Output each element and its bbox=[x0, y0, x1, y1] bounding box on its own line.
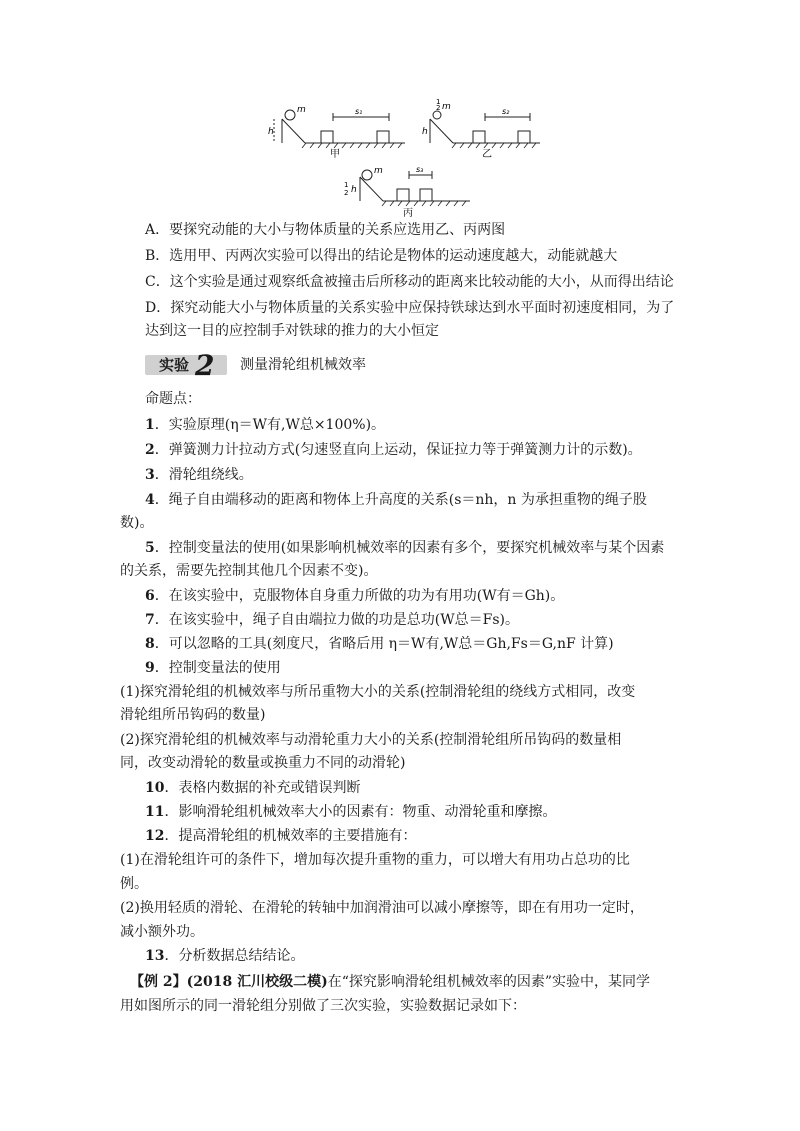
label-h-jia: h bbox=[268, 127, 274, 137]
point-11 bbox=[145, 802, 556, 823]
point-5 bbox=[145, 538, 664, 559]
point-12 bbox=[145, 826, 416, 847]
point-5-text: ．控制变量法的使用(如果影响机械效率的因素有多个，要探究机械效率与某个因素 bbox=[154, 540, 665, 556]
point-3-number: 3 bbox=[145, 467, 155, 483]
point-4-number: 4 bbox=[145, 492, 155, 508]
point-4-text: ．绳子自由端移动的距离和物体上升高度的关系(s＝nh，n 为承担重物的绳子股 bbox=[154, 492, 647, 508]
point-12-text: ．提高滑轮组的机械效率的主要措施有： bbox=[164, 828, 417, 844]
point-9-2: (2)探究滑轮组的机械效率与动滑轮重力大小的关系(控制滑轮组所吊钩码的数量相 bbox=[120, 732, 622, 748]
point-8-text: ．可以忽略的工具(刻度尺，省略后用 η＝W有,W总＝Gh,Fs＝G,nF 计算) bbox=[154, 636, 614, 652]
example-line1: 在“探究影响滑轮组机械效率的因素”实验中，某同学 bbox=[327, 974, 651, 990]
section-badge bbox=[145, 349, 227, 382]
label-m-bing: m bbox=[374, 166, 383, 176]
option-a: A．要探究动能的大小与物体质量的关系应选用乙、丙两图 bbox=[145, 222, 506, 238]
option-c: C．这个实验是通过观察纸盒被撞击后所移动的距离来比较动能的大小，从而得出结论 bbox=[145, 274, 674, 290]
caption-yi: 乙 bbox=[482, 149, 492, 160]
point-2-number: 2 bbox=[145, 442, 155, 458]
point-9-2-cont: 同，改变动滑轮的数量或换重力不同的动滑轮) bbox=[120, 755, 406, 771]
point-5-number: 5 bbox=[145, 540, 155, 556]
point-12-2: (2)换用轻质的滑轮、在滑轮的转轴中加润滑油可以减小摩擦等，即在有用功一定时， bbox=[120, 900, 644, 916]
point-4-cont: 数)。 bbox=[120, 515, 154, 531]
point-1 bbox=[145, 415, 385, 436]
point-2 bbox=[145, 440, 642, 461]
point-9-number: 9 bbox=[145, 660, 155, 676]
caption-bing: 丙 bbox=[403, 208, 413, 219]
point-10-text: ．表格内数据的补充或错误判断 bbox=[164, 780, 361, 796]
point-12-1: (1)在滑轮组许可的条件下，增加每次提升重物的重力，可以增大有用功占总功的比 bbox=[120, 852, 630, 868]
point-4 bbox=[145, 490, 647, 511]
figure-yi bbox=[430, 111, 540, 148]
point-8-number: 8 bbox=[145, 636, 155, 652]
point-1-text: ．实验原理(η＝W有,W总×100%)。 bbox=[154, 417, 386, 433]
point-9-1: (1)探究滑轮组的机械效率与所吊重物大小的关系(控制滑轮组的绕线方式相同，改变 bbox=[120, 684, 636, 700]
label-s2: s₂ bbox=[502, 107, 510, 116]
point-9 bbox=[145, 658, 281, 679]
point-13 bbox=[145, 946, 304, 967]
caption-jia: 甲 bbox=[330, 149, 340, 160]
point-1-number: 1 bbox=[145, 417, 155, 433]
point-7-number: 7 bbox=[145, 612, 155, 628]
section-banner bbox=[145, 349, 235, 382]
label-half-den-bing: 2 bbox=[344, 189, 349, 197]
label-s3: s₃ bbox=[416, 165, 424, 174]
point-9-text: ．控制变量法的使用 bbox=[154, 660, 281, 676]
experiment-figure bbox=[260, 95, 540, 220]
point-11-text: ．影响滑轮组机械效率大小的因素有：物重、动滑轮重和摩擦。 bbox=[164, 804, 557, 820]
point-6-text: ．在该实验中，克服物体自身重力所做的功为有用功(W有＝Gh)。 bbox=[154, 588, 565, 604]
figure-jia bbox=[274, 110, 405, 148]
point-12-1-cont: 例。 bbox=[120, 876, 148, 892]
label-m-yi: m bbox=[442, 102, 451, 112]
label-s1: s₁ bbox=[355, 107, 363, 116]
option-b: B．选用甲、丙两次实验可以得出的结论是物体的运动速度越大，动能就越大 bbox=[145, 248, 618, 264]
label-m-jia: m bbox=[297, 105, 306, 115]
point-6 bbox=[145, 586, 564, 607]
points-heading: 命题点： bbox=[145, 391, 201, 407]
label-half-num-yi: 1 bbox=[436, 98, 441, 106]
section-badge-text: 实验 bbox=[159, 356, 190, 374]
point-10-number: 10 bbox=[145, 780, 165, 796]
point-12-number: 12 bbox=[145, 828, 165, 844]
point-7-text: ．在该实验中，绳子自由端拉力做的功是总功(W总＝Fs)。 bbox=[154, 612, 519, 628]
point-8 bbox=[145, 634, 614, 655]
example-line2: 用如图所示的同一滑轮组分别做了三次实验，实验数据记录如下： bbox=[120, 998, 526, 1014]
point-10 bbox=[145, 778, 360, 799]
point-9-1-cont: 滑轮组所吊钩码的数量) bbox=[120, 707, 266, 723]
point-12-2-cont: 减小额外功。 bbox=[120, 924, 204, 940]
option-d-line2: 达到这一目的应控制手对铁球的推力的大小恒定 bbox=[145, 323, 439, 339]
label-half-den-yi: 2 bbox=[436, 104, 441, 112]
label-half-num-bing: 1 bbox=[344, 181, 349, 189]
point-11-number: 11 bbox=[145, 804, 165, 820]
example-2 bbox=[130, 972, 650, 993]
section-badge-number: 2 bbox=[195, 349, 215, 382]
point-7 bbox=[145, 610, 519, 631]
example-label: 【例 2】 bbox=[130, 974, 187, 990]
section-title: 测量滑轮组机械效率 bbox=[240, 357, 366, 373]
point-6-number: 6 bbox=[145, 588, 155, 604]
option-d-line1: D．探究动能大小与物体质量的关系实验中应保持铁球达到水平面时初速度相同，为了 bbox=[145, 300, 675, 316]
point-13-number: 13 bbox=[145, 948, 165, 964]
label-h-yi: h bbox=[422, 127, 428, 137]
point-5-cont: 的关系，需要先控制其他几个因素不变)。 bbox=[120, 563, 378, 579]
point-13-text: ．分析数据总结结论。 bbox=[164, 948, 305, 964]
example-source: (2018 汇川校级二模) bbox=[186, 974, 328, 990]
point-3-text: ．滑轮组绕线。 bbox=[154, 467, 253, 483]
point-2-text: ．弹簧测力计拉动方式(匀速竖直向上运动，保证拉力等于弹簧测力计的示数)。 bbox=[154, 442, 642, 458]
label-h-bing: h bbox=[351, 185, 357, 195]
point-3 bbox=[145, 465, 253, 486]
